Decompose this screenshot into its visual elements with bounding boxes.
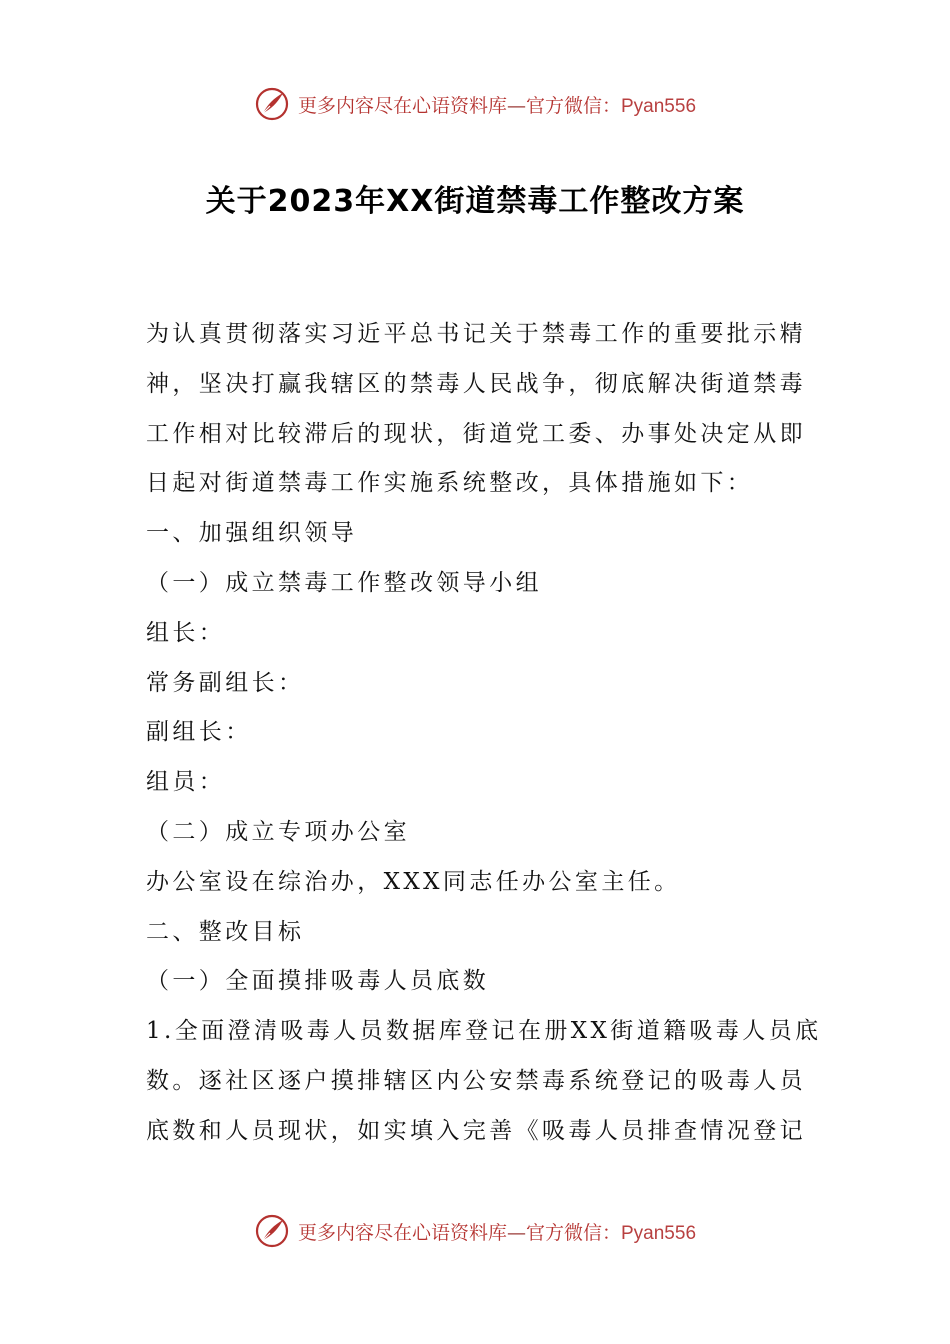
- body-line: 1.全面澄清吸毒人员数据库登记在册XX街道籍吸毒人员底: [146, 1018, 822, 1045]
- section-heading: 二、整改目标: [146, 918, 305, 945]
- body-line: 数。逐社区逐户摸排辖区内公安禁毒系统登记的吸毒人员: [146, 1067, 806, 1094]
- watermark-handle: Pyan556: [621, 1222, 697, 1244]
- body-line: 工作相对比较滞后的现状，街道党工委、办事处决定从即: [146, 420, 806, 447]
- body-line: 神，坚决打赢我辖区的禁毒人民战争，彻底解决街道禁毒: [146, 370, 806, 397]
- subsection-heading: （二）成立专项办公室: [146, 818, 410, 845]
- header-watermark: [0, 82, 950, 126]
- watermark-site: 更多内容尽在心语资料库: [297, 94, 507, 117]
- body-line: 为认真贯彻落实习近平总书记关于禁毒工作的重要批示精: [146, 321, 806, 347]
- watermark-separator: —: [506, 94, 526, 117]
- document-body: [146, 310, 822, 1157]
- body-line: 副组长：: [146, 719, 252, 746]
- body-line: 常务副组长：: [146, 669, 305, 696]
- watermark-label: 官方微信：: [525, 1221, 621, 1244]
- watermark-site: 更多内容尽在心语资料库: [297, 1221, 507, 1244]
- body-line: 组员：: [146, 769, 226, 796]
- footer-watermark: [0, 1209, 950, 1253]
- body-line: 底数和人员现状，如实填入完善《吸毒人员排查情况登记: [146, 1117, 806, 1144]
- quill-pen-logo-icon: [254, 1213, 290, 1249]
- document-title: 关于2023年XX街道禁毒工作整改方案: [205, 184, 745, 219]
- body-line: 日起对街道禁毒工作实施系统整改，具体措施如下：: [146, 470, 754, 497]
- section-heading: 一、加强组织领导: [146, 520, 358, 547]
- subsection-heading: （一）全面摸排吸毒人员底数: [146, 968, 490, 995]
- watermark-label: 官方微信：: [525, 94, 621, 117]
- watermark-separator: —: [506, 1221, 526, 1244]
- watermark-text: [298, 1218, 696, 1245]
- subsection-heading: （一）成立禁毒工作整改领导小组: [146, 569, 542, 596]
- watermark-text: [298, 91, 696, 118]
- watermark-handle: Pyan556: [621, 95, 697, 117]
- quill-pen-logo-icon: [254, 86, 290, 122]
- body-line: 办公室设在综治办，XXX同志任办公室主任。: [146, 868, 681, 895]
- body-line: 组长：: [146, 619, 226, 646]
